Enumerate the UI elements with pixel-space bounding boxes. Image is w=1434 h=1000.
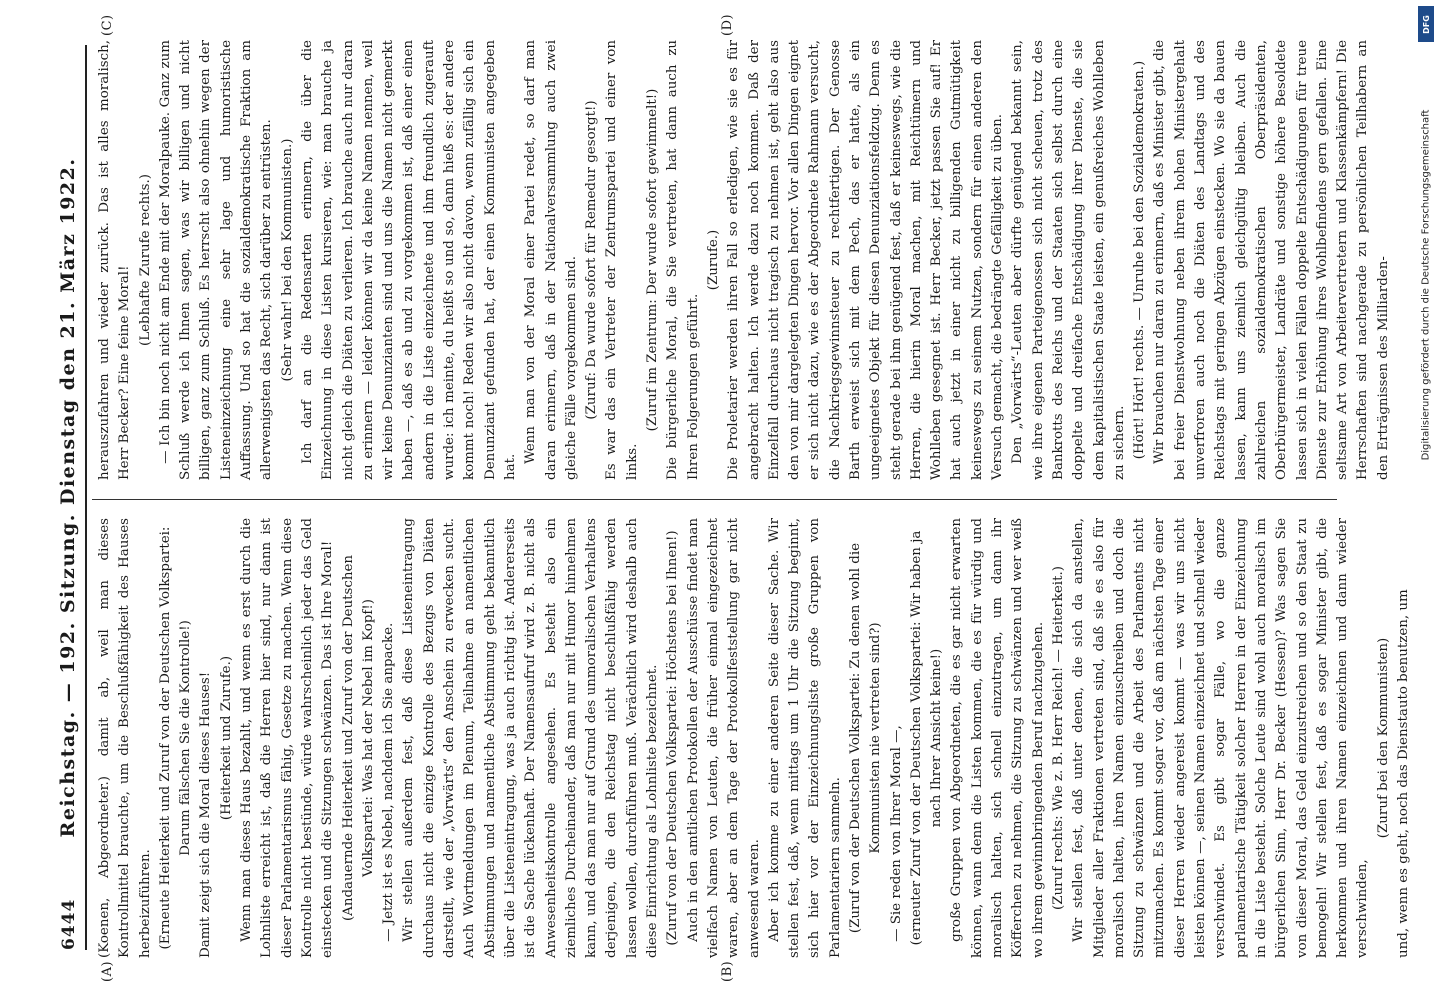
paragraph: Wenn man von der Moral einer Partei redet, so darf man daran erinnern, daß in der Nationalversammlung auch zwei gleiche Fälle vorgekommen sind. bbox=[523, 40, 579, 480]
interjection: (Erneute Heiterkeit und Zuruf von der Deutschen Volkspartei: Darum fälschen Sie die Kontrolle!) bbox=[157, 526, 194, 950]
paragraph: Ich darf an die Redensarten erinnern, die über die Einzeichnung in diese Listen kursieren, wie: man brauche ja nicht gleich die Diäten zu verlieren. Ich brauche auch nur daran zu erinnern — leider können wir da keine Namen nennen, weil wir keine Denunzianten sind und uns die Namen nicht gemerkt haben —, daß es ab und zu vorgekommen ist, daß einer einen andern in die Liste einzeichnete und ihm freundlich zugerauft wurde: ich meinte, du heißt so und so, dann hieß es: der andere kommt noch! Reden wir also nicht davon, wenn zufällig sich ein Denunziant gefunden hat, der einen Kommunisten angegeben hat. bbox=[299, 40, 518, 480]
right-column bbox=[95, 40, 1391, 480]
margin-letter-a: (A) bbox=[100, 960, 115, 982]
interjection: (Zuruf rechts: Wie z. B. Herr Reich! — Heiterkeit.) bbox=[1050, 566, 1066, 910]
margin-letter-c: (C) bbox=[100, 14, 115, 36]
paragraph: Aber ich komme zu einer anderen Seite dieser Sache. Wir stellen fest, daß, wenn mittags um 1 Uhr die Sitzung beginnt, sich hier vor der Einzeichnungsliste große Gruppen von Parlamentariern sammeln. bbox=[766, 518, 843, 958]
column-divider bbox=[92, 499, 1337, 500]
paragraph: Auch in den amtlichen Protokollen der Ausschüsse findet man vielfach Namen von Leuten, die früher einmal eingezeichnet waren, aber an dem Tage der Protokollfeststellung gar nicht anwesend waren. bbox=[685, 518, 762, 958]
paragraph: und, wenn es geht, noch das Dienstauto benutzen, um bbox=[1396, 589, 1411, 958]
margin-letter-b: (B) bbox=[720, 960, 735, 982]
interjection: (Zuruf im Zentrum: Der wurde sofort gewimmelt!) bbox=[645, 88, 661, 432]
interjection: (Heiterkeit und Zurufe.) bbox=[218, 655, 234, 821]
interjection: (Hört! Hört! rechts. — Unruhe bei den Sozialdemokraten.) bbox=[1132, 60, 1148, 460]
paragraph: (Koenen, Abgeordneter.) damit ab, weil man dieses Kontrollmittel brauchte, um die Beschlußfähigkeit des Hauses herbeizuführen. bbox=[97, 518, 153, 958]
interjection: (Zuruf von der Deutschen Volkspartei: Höchstens bei Ihnen!) bbox=[665, 530, 681, 946]
digitization-note: Digitalisierung gefördert durch die Deutsche Forschungsgemeinschaft bbox=[1420, 109, 1432, 461]
paragraph: Wir stellen fest, daß unter denen, die sich da anstellen, Mitglieder aller Fraktionen vertreten sind, daß sie es also für moralisch halten, ihren Namen einzuschreiben und doch die Sitzung zu schwänzen und die Arbeit des Parlaments nicht mitzumachen. Es kommt sogar vor, daß am nächsten Tage einer dieser Herren wieder angereist kommt — was wir uns nicht leisten können —, seinen Namen einzeichnet und schnell wieder verschwindet. Es gibt sogar Fälle, wo die ganze parlamentarische Tätigkeit solcher Herren in der Einzeichnung in die Liste besteht. Solche Leute sind wohl auch moralisch im bürgerlichen Sinn, Herr Dr. Becker (Hessen)? Was sagen Sie von dieser Moral, das Geld einzustreichen und so den Staat zu bemogeln! Wir stellen fest, daß es sogar Minister gibt, die herkommen und ihren Namen einzeichnen und dann wieder verschwinden, bbox=[1071, 518, 1371, 958]
page-title: Reichstag. — 192. Sitzung. Dienstag den 21. März 1922. bbox=[57, 157, 79, 838]
paragraph: große Gruppen von Abgeordneten, die es gar nicht erwarten können, wann denn die Listen kommen, die es für würdig und moralisch halten, sich schnell einzutragen, um dann ihr Köfferchen zu nehmen, die Sitzung zu schwänzen und wer weiß wo ihrem gewinnbringenden Beruf nachzugehen. bbox=[949, 518, 1046, 958]
paragraph: Damit zeigt sich die Moral dieses Hauses! bbox=[198, 671, 214, 958]
page-number: 6444 bbox=[59, 898, 79, 950]
paragraph: herauszufahren und wieder zurück. Das ist alles moralisch, Herr Becker? Eine feine Moral! bbox=[97, 40, 133, 480]
interjection: (Zuruf von der Deutschen Volkspartei: Zu denen wohl die Kommunisten nie vertreten sind?) bbox=[847, 542, 884, 934]
paragraph: Die Proletarier werden ihren Fall so erledigen, wie sie es für angebracht halten. Ich werde dazu noch kommen. Daß der Einzelfall durchaus nicht tragisch zu nehmen ist, geht also aus den von mir dargelegten Dingen hervor. Vor allen Dingen eignet er sich nicht dazu, wie es der Abgeordnete Rahmann versucht, die Nachkriegsgewinnsteuer zu rechtfertigen. Der Genosse Barth erweist sich mit dem Pech, das er hatte, als ein ungeeignetes Objekt für diesen Denunziationsfeldzug. Denn es steht gerade bei ihm genügend fest, daß er keineswegs, wie die Herren, die hierin Moral machen, mit Reichtümern und Wohlleben gesegnet ist. Herr Becker, jetzt passen Sie auf! Er hat auch jetzt in einer nicht zu billigenden Gutmütigkeit keineswegs zu seinem Nutzen, sondern für einen anderen den Versuch gemacht, die bedrängte Gefälligkeit zu üben. bbox=[726, 40, 1006, 480]
margin-letter-d: (D) bbox=[720, 13, 735, 36]
interjection: (Andauernde Heiterkeit und Zuruf von der Deutschen Volkspartei: Was hat der Nebel im Kopf!) bbox=[340, 554, 376, 922]
dfg-logo: DFG bbox=[1418, 6, 1434, 42]
interjection: (erneuter Zuruf von der Deutschen Volkspartei: Wir haben ja nach Ihrer Ansicht keine!) bbox=[908, 530, 945, 946]
interjection: (Sehr wahr! bei den Kommunisten.) bbox=[279, 138, 295, 382]
paragraph: Es war das ein Vertreter der Zentrumspartei und einer von links. bbox=[604, 40, 640, 480]
paragraph: Den „Vorwärts“-Leuten aber dürfte genügend bekannt sein, wie ihre eigenen Parteigenossen sich nicht scheuen, trotz des Bankrotts des Reichs und der Staaten sich selbst durch eine doppelte und dreifache Entschädigung ihrer Dienste, die sie dem kapitalistischen Staate leisten, ein genußreiches Wohlleben zu sichern. bbox=[1010, 40, 1127, 480]
page-header bbox=[55, 45, 87, 950]
interjection: (Zuruf bei den Kommunisten) bbox=[1375, 637, 1391, 839]
paragraph: Die bürgerliche Moral, die Sie vertreten, hat dann auch zu Ihren Folgerungen geführt. bbox=[665, 40, 701, 480]
interjection: (Zurufe.) bbox=[705, 229, 721, 291]
paragraph: Wir stellen außerdem fest, daß diese Listeneintragung durchaus nicht die einzige Kontrolle des Bezugs von Diäten darstellt, wie der „Vorwärts“ den Anschein zu erwecken sucht. Auch Wortmeldungen im Plenum, Teilnahme an namentlichen Abstimmungen und namentliche Abstimmung geht bekanntlich über die Listeneintragung, was ja auch richtig ist. Andererseits ist die Sache lückenhaft. Der Namensaufruf wird z. B. nicht als Anwesenheitskontrolle angesehen. Es besteht also ein ziemliches Durcheinander, daß man nur mit Humor hinnehmen kann, und das man nur auf Grund des unmoralischen Verhaltens derjenigen, die den Reichstag nicht beschlußfähig werden lassen wollen, durchführen muß. Verächtlich wird deshalb auch diese Einrichtung als Lohnliste bezeichnet. bbox=[401, 518, 661, 958]
interjection: (Zuruf: Da wurde sofort für Remedur gesorgt!) bbox=[584, 100, 600, 420]
left-column bbox=[95, 518, 1411, 958]
interjection: (Lebhafte Zurufe rechts.) bbox=[137, 174, 153, 347]
paragraph: Wenn man dieses Haus bezahlt, und wenn es erst durch die Lohnliste erreicht ist, daß die Herren hier sind, nur dann ist dieser Parlamentarismus fähig, Gesetze zu machen. Wenn diese Kontrolle nicht bestünde, würde wahrscheinlich jeder das Geld einstecken und die Sitzungen schwänzen. Das ist Ihre Moral! bbox=[239, 518, 336, 958]
paragraph: — Ich bin noch nicht am Ende mit der Moralpauke. Ganz zum Schluß werde ich Ihnen sagen, was wir billigen und nicht billigen, ganz zum Schluß. Es herrscht also ohnehin wegen der Listeneinzeichnung eine sehr lage und humoristische Auffassung. Und so hat die sozialdemokratische Fraktion am allerwenigsten das Recht, sich darüber zu entrüsten. bbox=[157, 40, 275, 480]
paragraph: Wir brauchen nur daran zu erinnern, daß es Minister gibt, die bei freier Dienstwohnung neben ihrem hohen Ministergehalt unverfroren auch noch die Diäten des Landtags und des Reichstags mit geringen Abzügen einstecken. Wo sie da bauen lassen, kann uns ziemlich gleichgültig bleiben. Auch die zahlreichen sozialdemokratischen Oberpräsidenten, Oberbürgermeister, Landräte und sonstige höhere Besoldete lassen sich in vielen Fällen doppelte Entschädigungen für treue Dienste zur Erhöhung ihres Wohlbefindens gern gefallen. Eine seltsame Art von Arbeitervertretern und Klassenkämpfern! Die Herrschaften sind nachgerade zu persönlichen Teilhabern an den Erträgnissen des Milliarden- bbox=[1152, 40, 1391, 480]
paragraph: — Jetzt ist es Nebel, nachdem ich Sie anpacke. bbox=[381, 622, 397, 942]
paragraph: — Sie reden von Ihrer Moral —, bbox=[888, 725, 904, 942]
